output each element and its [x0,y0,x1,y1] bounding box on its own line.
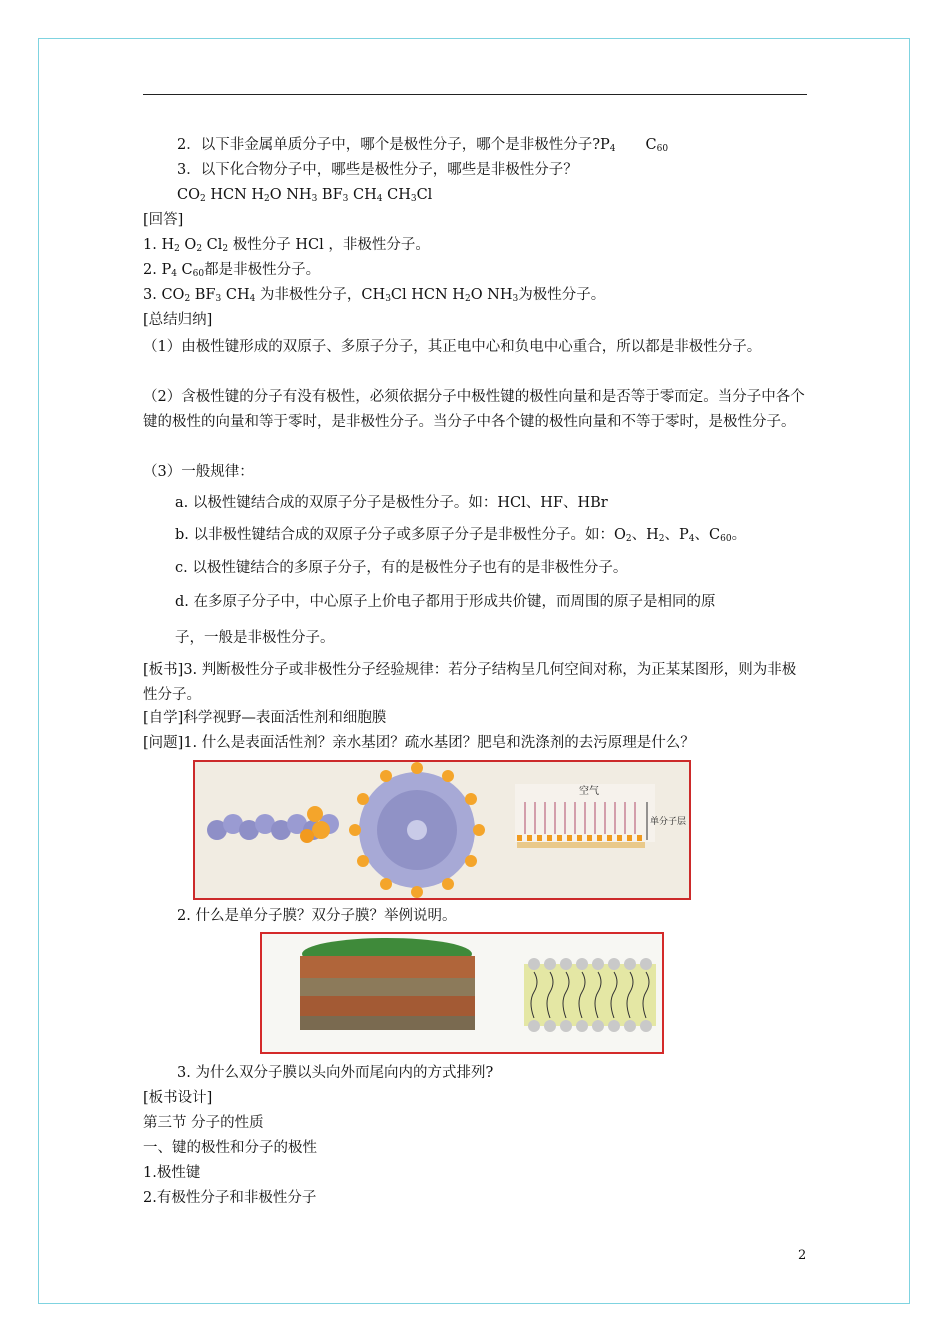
membrane-figure [260,932,664,1054]
design-section: 第三节 分子的性质 [143,1115,264,1131]
rule-a: a. 以极性键结合成的双原子分子是极性分子。如：HCl、HF、HBr [175,495,608,511]
summary-heading: [总结归纳] [143,312,213,328]
design-item1: 1.极性键 [143,1165,201,1181]
rule-d-1: d. 在多原子分子中，中心原子上价电子都用于形成共价键，而周围的原子是相同的原 [175,594,716,610]
design-part1: 一、键的极性和分子的极性 [143,1140,317,1156]
surfactant-figure [193,760,691,900]
problem-1: [问题]1. 什么是表面活性剂？亲水基团？疏水基团？肥皂和洗涤剂的去污原理是什么？ [143,735,695,751]
surfactant-illustration [195,762,689,898]
problem-2: 2. 什么是单分子膜？双分子膜？举例说明。 [177,908,457,924]
summary-p1: （1）由极性键形成的双原子、多原子分子，其正电中心和负电中心重合，所以都是非极性分子。 [143,339,762,355]
answer-heading: [回答] [143,212,184,228]
question-3: 3．以下化合物分子中，哪些是极性分子，哪些是非极性分子？ [177,162,578,178]
board-note: [板书]3. 判断极性分子或非极性分子经验规律：若分子结构呈几何空间对称，为正某某图形，则为非极性分子。 [143,662,797,703]
membrane-illustration [262,934,662,1052]
answer-2: 2. $P_4$ $C_{60}$都是非极性分子。 [143,262,321,279]
rule-d-2: 子，一般是非极性分子。 [175,630,335,646]
self-study: [自学]科学视野—表面活性剂和细胞膜 [143,710,387,726]
design-item2: 2.有极性分子和非极性分子 [143,1190,317,1206]
answer-1: 1. $H_2$ $O_2$ $Cl_2$ 极性分子 HCl ，非极性分子。 [143,237,430,254]
problem-3: 3. 为什么双分子膜以头向外而尾向内的方式排列? [177,1065,494,1081]
label-monolayer: 单分子层 [650,817,687,827]
bilayer-schematic [524,958,656,1032]
rule-c: c. 以极性键结合的多原子分子，有的是极性分子也有的是非极性分子。 [175,560,628,576]
design-heading: [板书设计] [143,1090,213,1106]
header-rule [143,94,807,95]
answer-3: 3. $CO_2$ $BF_3$ $CH_4$ 为非极性分子，$CH_3Cl$ HCN $H_2O$ $NH_3$为极性分子。 [143,287,606,304]
label-air: 空气 [579,786,599,797]
question-3-formulas: $CO_2$ HCN $H_2O$ $NH_3$ $BF_3$ $CH_4$ $CH_3Cl$ [177,187,433,204]
question-2: 2．以下非金属单质分子中，哪个是极性分子，哪个是非极性分子$?P_4$ $C_{60}$ [177,137,669,154]
page-number: 2 [798,1248,807,1263]
summary-p2: （2）含极性键的分子有没有极性，必须依据分子中极性键的极性向量和是否等于零而定。当分子中各个键的极性的向量和等于零时，是非极性分子。当分子中各个键的极性向量和不等于零时，是极性分子。 [143,389,805,430]
summary-p3: （3）一般规律： [143,464,254,480]
bilayer-3d [300,938,475,1030]
rule-b: b. 以非极性键结合成的双原子分子或多原子分子是非极性分子。如：$O_2$、$H_2$、$P_4$、$C_{60}$。 [175,527,747,544]
